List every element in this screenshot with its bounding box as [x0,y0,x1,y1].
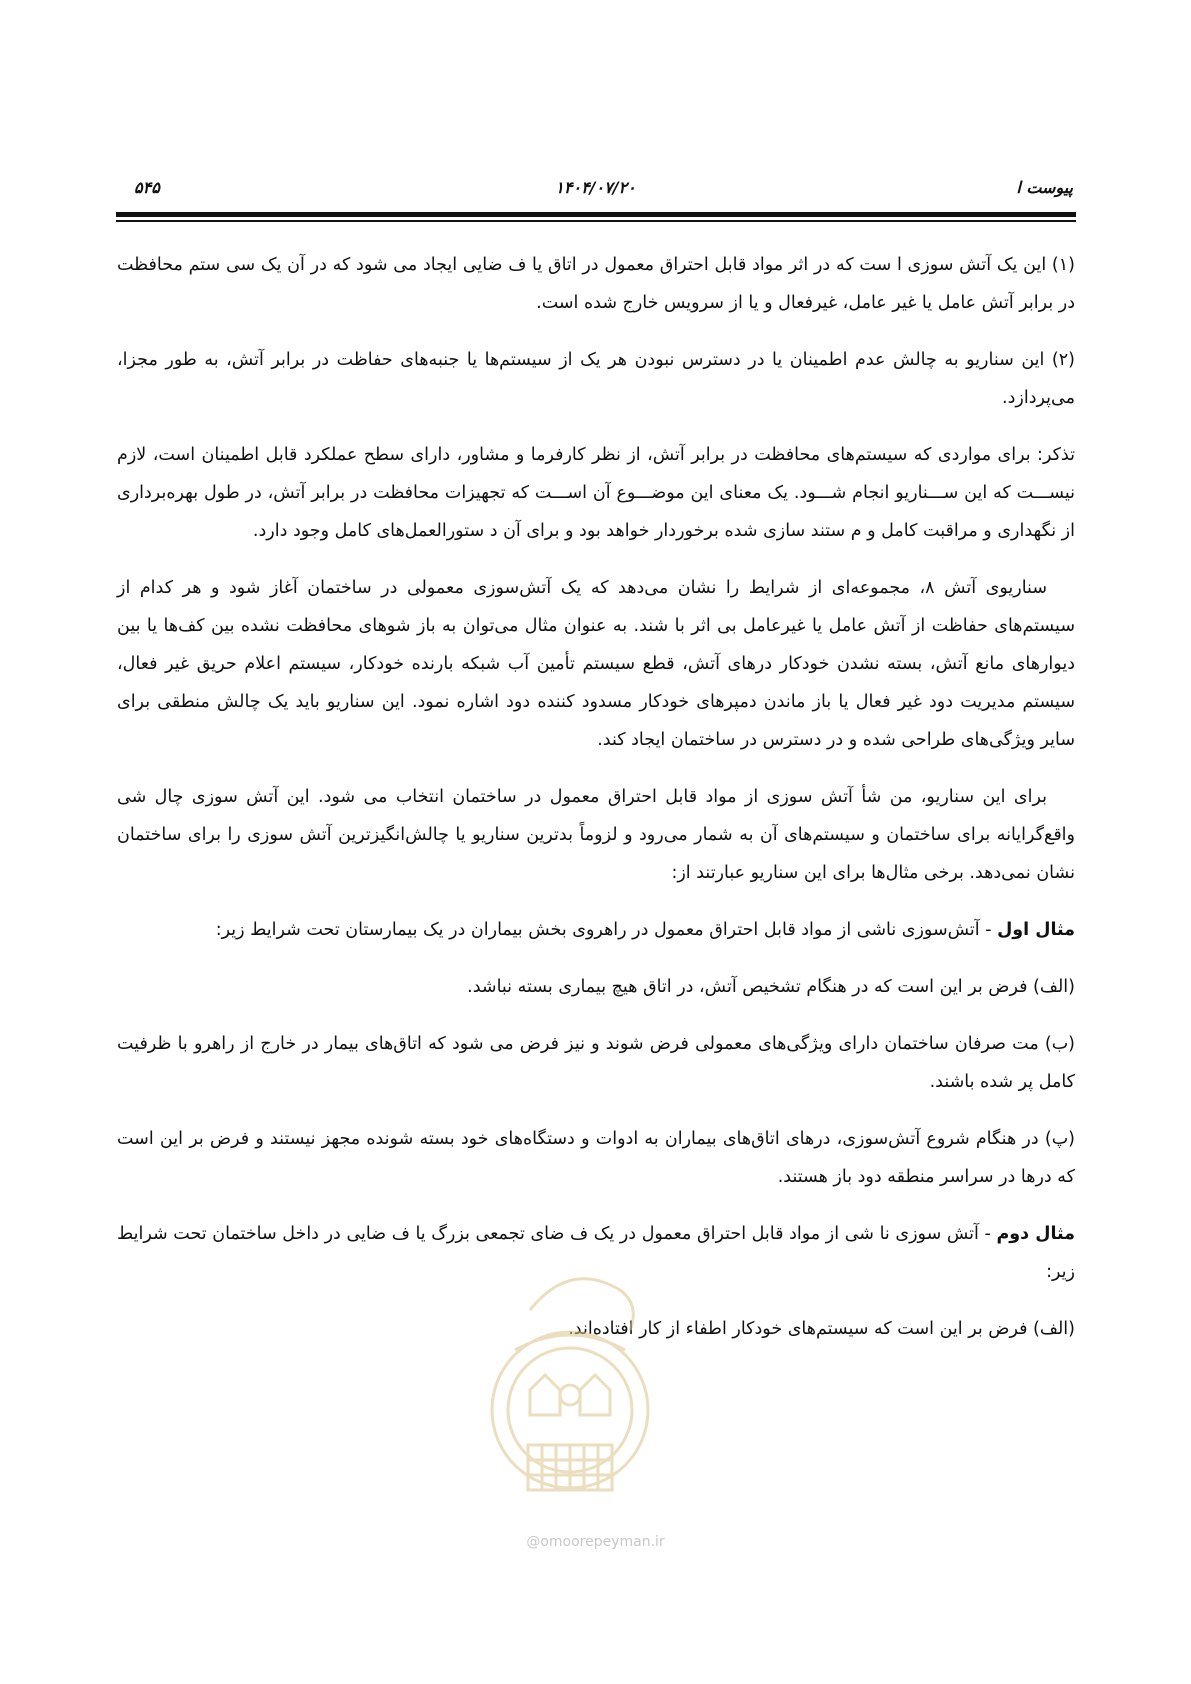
paragraph-scenario-8: سناریوی آتش ۸، مجموعه‌ای از شرایط را نشان می‌دهد که یک آتش‌سوزی معمولی در ساختمان آغاز شود و هر کدام از سیستم‌های حفاظت از آتش عامل یا غیرعامل بی اثر با شند. به عنوان مثال می‌توان به باز شوهای محافظت نشده بین کف‌ها یا بین دیوارهای مانع آتش، بسته نشدن خودکار درهای آتش، قطع سیستم تأمین آب شبکه بارنده خودکار، سیستم اعلام حریق غیر فعال، سیستم مدیریت دود غیر فعال یا باز ماندن دمپرهای خودکار مسدود کننده دود اشاره نمود. این سناریو باید یک چالش منطقی برای سایر ویژگی‌های طراحی شده و در دسترس در ساختمان ایجاد کند. [117,578,1075,750]
example-2-item-a: (الف) فرض بر این است که سیستم‌های خودکار اطفاء از کار افتاده‌اند. [568,1319,1075,1339]
paragraph-2: (۲) این سناریو به چالش عدم اطمینان یا در دسترس نبودن هر یک از سیستم‌ها یا جنبه‌های حفاظت در برابر آتش، به طور مجزا، می‌پردازد. [117,350,1075,408]
appendix-label: پیوست ا [1016,178,1073,197]
example-2-label: مثال دوم [996,1224,1075,1244]
page-number: ۵۴۵ [134,178,160,197]
watermark-text: @omoorepeyman.ir [526,1534,665,1550]
example-1 [117,911,1075,949]
header-date: ۱۴۰۴/۰۷/۲۰ [555,178,636,197]
example-1-item-b: (ب) مت صرفان ساختمان دارای ویژگی‌های معمولی فرض شوند و نیز فرض می شود که اتاق‌های بیمار در خارج از راهرو با ظرفیت کامل پر شده باشند. [117,1034,1075,1092]
paragraph-scenario-origin: برای این سناریو، من شأ آتش سوزی از مواد قابل احتراق معمول در ساختمان انتخاب می شود. این آتش سوزی چال شی واقع‌گرایانه برای ساختمان و سیستم‌های آن به شمار می‌رود و لزوماً بدترین سناریو یا چالش‌انگیزترین آتش سوزی را برای ساختمان نشان نمی‌دهد. برخی مثال‌ها برای این سناریو عبارتند از: [117,787,1075,883]
paragraph-1: (۱) این یک آتش سوزی ا ست که در اثر مواد قابل احتراق معمول در اتاق یا ف ضایی ایجاد می شود که در آن یک سی ستم محافظت در برابر آتش عامل یا غیر عامل، غیرفعال و یا از سرویس خارج شده است. [117,255,1075,313]
example-2 [117,1215,1075,1291]
document-body [117,246,1075,1367]
page-header [118,178,1073,206]
example-1-label: مثال اول [997,920,1075,940]
note-paragraph: تذکر: برای مواردی که سیستم‌های محافظت در برابر آتش، از نظر کارفرما و مشاور، دارای سطح عملکرد قابل اطمینان است، لازم نیســـت که این ســـناریو انجام شـــود. یک معنای این موضـــوع آن اســـت که تجهیزات محافظت در برابر آتش، در طول بهره‌برداری از نگهداری و مراقبت کامل و م ستند سازی شده برخوردار خواهد بود و برای آن د ستورالعمل‌های کامل وجود دارد. [117,445,1075,541]
header-rule-thin [116,220,1076,222]
header-rule-thick [116,212,1076,217]
example-2-text: - آتش سوزی نا شی از مواد قابل احتراق معمول در یک ف ضای تجمعی بزرگ یا ف ضایی در داخل ساختمان تحت شرایط زیر: [117,1224,1075,1282]
example-1-item-a: (الف) فرض بر این است که در هنگام تشخیص آتش، در اتاق هیچ بیماری بسته نباشد. [467,977,1075,997]
example-1-item-c: (پ) در هنگام شروع آتش‌سوزی، درهای اتاق‌های بیماران به ادوات و دستگاه‌های خود بسته شونده مجهز نیستند و فرض بر این است که درها در سراسر منطقه دود باز هستند. [117,1129,1075,1187]
example-1-text: - آتش‌سوزی ناشی از مواد قابل احتراق معمول در راهروی بخش بیماران در یک بیمارستان تحت شرایط زیر: [215,920,998,940]
